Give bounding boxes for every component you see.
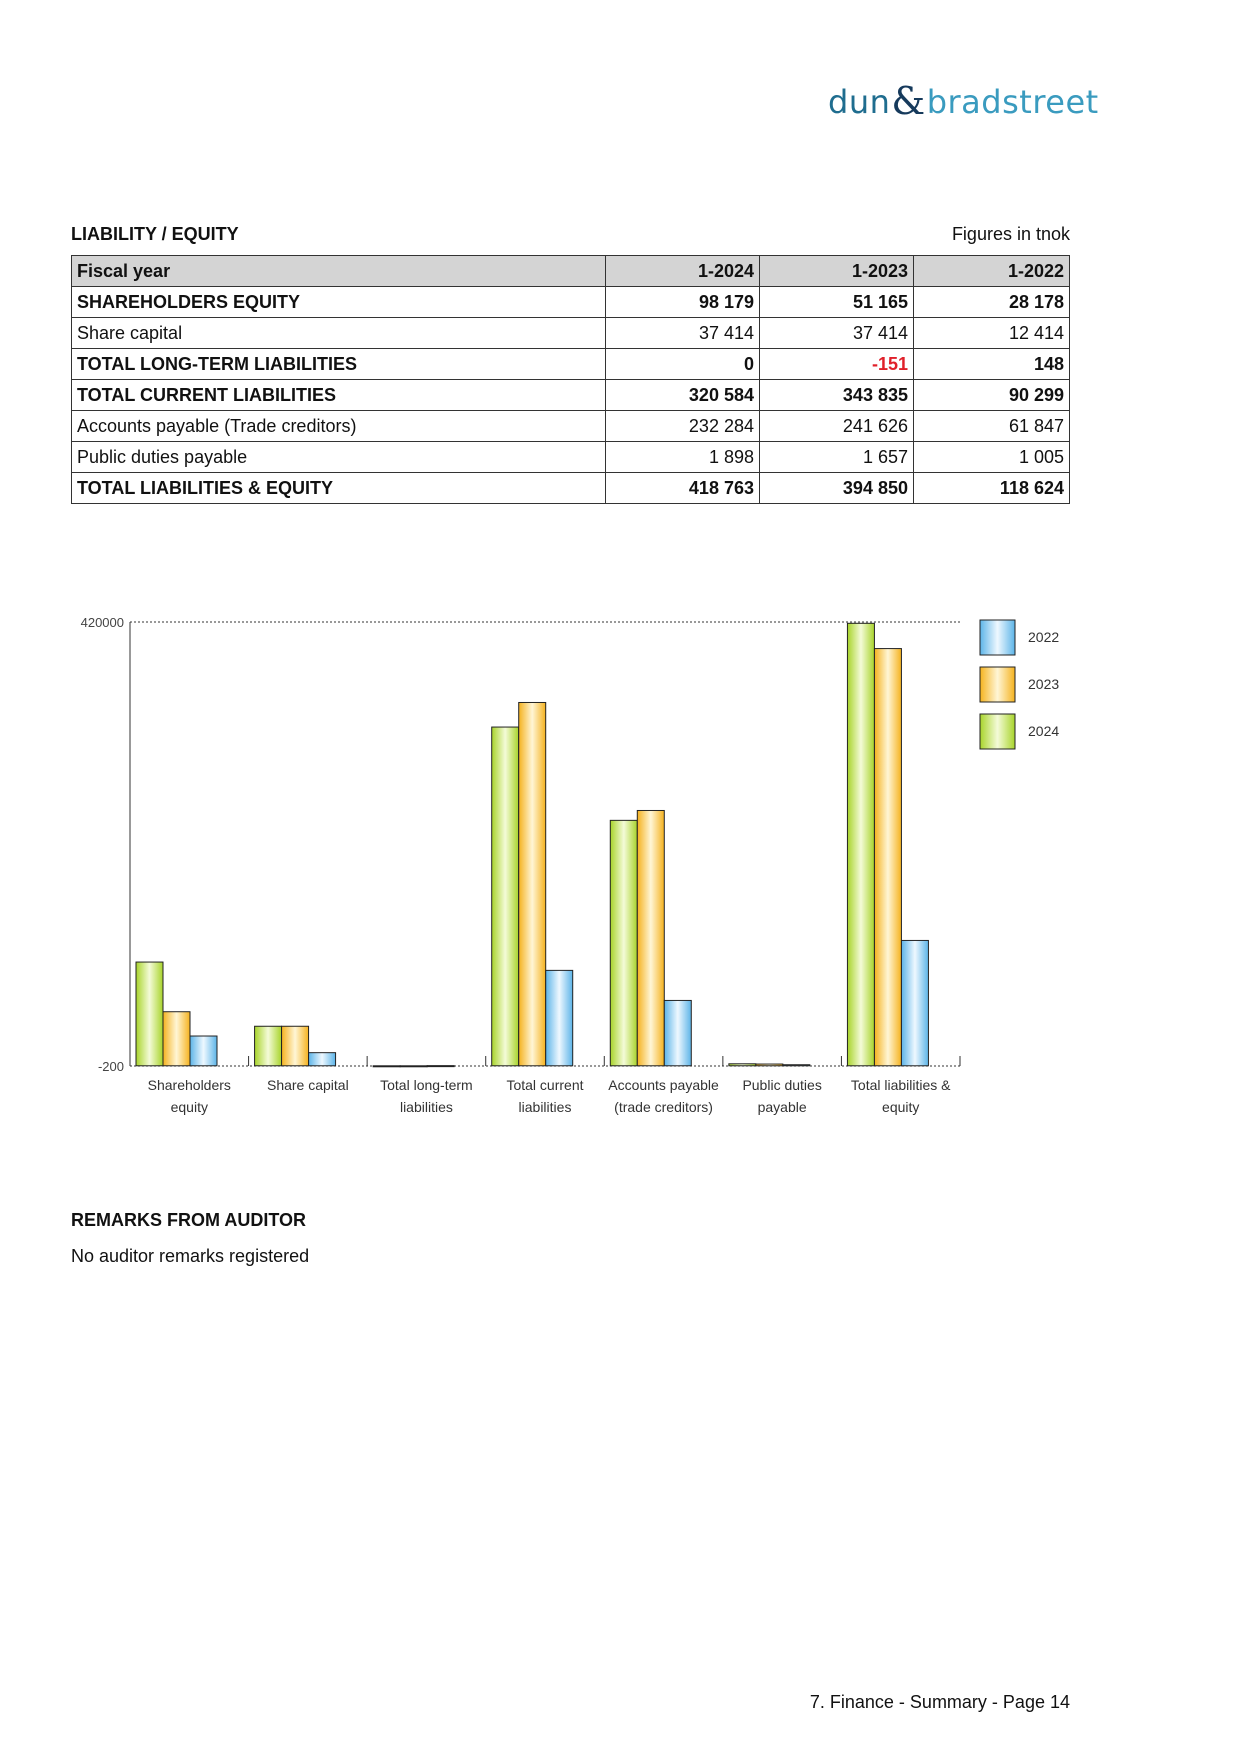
header-year-2023: 1-2023 bbox=[760, 256, 914, 287]
bar-2023 bbox=[637, 810, 664, 1065]
dun-bradstreet-logo bbox=[828, 78, 1099, 126]
bar-2023 bbox=[519, 702, 546, 1065]
header-year-2022: 1-2022 bbox=[914, 256, 1070, 287]
cell-2023: 343 835 bbox=[760, 380, 914, 411]
bar-2024 bbox=[373, 1066, 400, 1067]
bar-2023 bbox=[163, 1012, 190, 1066]
legend-swatch-2022 bbox=[980, 620, 1015, 655]
x-tick-label: (trade creditors) bbox=[614, 1099, 713, 1115]
bar-2023 bbox=[756, 1064, 783, 1066]
table-row bbox=[72, 442, 1070, 473]
cell-2022: 28 178 bbox=[914, 287, 1070, 318]
table-row bbox=[72, 318, 1070, 349]
legend-label-2024: 2024 bbox=[1028, 723, 1060, 739]
cell-2023: 1 657 bbox=[760, 442, 914, 473]
bar-2022 bbox=[664, 1000, 691, 1065]
cell-2024: 232 284 bbox=[606, 411, 760, 442]
row-label: Share capital bbox=[72, 318, 606, 349]
table-row bbox=[72, 287, 1070, 318]
row-label: SHAREHOLDERS EQUITY bbox=[72, 287, 606, 318]
cell-2022: 118 624 bbox=[914, 473, 1070, 504]
table-row bbox=[72, 380, 1070, 411]
legend-label-2023: 2023 bbox=[1028, 676, 1060, 692]
x-tick-label: Shareholders bbox=[147, 1077, 231, 1093]
row-label: TOTAL LIABILITIES & EQUITY bbox=[72, 473, 606, 504]
bar-2024 bbox=[610, 820, 637, 1065]
bar-2022 bbox=[427, 1066, 454, 1067]
table-header-row bbox=[72, 256, 1070, 287]
row-label: Public duties payable bbox=[72, 442, 606, 473]
units-note: Figures in tnok bbox=[951, 224, 1070, 244]
cell-2023: 394 850 bbox=[760, 473, 914, 504]
remarks-title: REMARKS FROM AUDITOR bbox=[71, 1210, 306, 1230]
cell-2022: 148 bbox=[914, 349, 1070, 380]
x-tick-label: liabilities bbox=[399, 1099, 453, 1115]
bar-2023 bbox=[874, 649, 901, 1066]
cell-2024: 1 898 bbox=[606, 442, 760, 473]
cell-2024: 98 179 bbox=[606, 287, 760, 318]
x-tick-label: Public duties bbox=[742, 1077, 822, 1093]
cell-2024: 0 bbox=[606, 349, 760, 380]
bar-2022 bbox=[546, 970, 573, 1065]
cell-2022: 1 005 bbox=[914, 442, 1070, 473]
x-tick-label: liabilities bbox=[518, 1099, 572, 1115]
bar-2022 bbox=[783, 1065, 810, 1066]
bar-2022 bbox=[190, 1036, 217, 1066]
row-label: TOTAL LONG-TERM LIABILITIES bbox=[72, 349, 606, 380]
liability-equity-table bbox=[71, 255, 1070, 504]
table-row bbox=[72, 411, 1070, 442]
cell-2024: 320 584 bbox=[606, 380, 760, 411]
bar-2023 bbox=[400, 1066, 427, 1067]
x-tick-label: Total current bbox=[506, 1077, 584, 1093]
header-fiscal-year: Fiscal year bbox=[72, 256, 606, 287]
x-tick-label: payable bbox=[757, 1099, 807, 1115]
bar-2024 bbox=[492, 727, 519, 1066]
logo-text-dun: dun bbox=[828, 83, 891, 121]
row-label: TOTAL CURRENT LIABILITIES bbox=[72, 380, 606, 411]
y-tick-label: -200 bbox=[97, 1059, 124, 1074]
cell-2022: 90 299 bbox=[914, 380, 1070, 411]
liability-equity-bar-chart bbox=[60, 600, 1080, 1120]
bar-2024 bbox=[729, 1064, 756, 1066]
cell-2023: 51 165 bbox=[760, 287, 914, 318]
cell-2024: 37 414 bbox=[606, 318, 760, 349]
header-year-2024: 1-2024 bbox=[606, 256, 760, 287]
bar-2022 bbox=[309, 1053, 336, 1066]
x-tick-label: Total liabilities & bbox=[850, 1077, 951, 1093]
x-tick-label: equity bbox=[882, 1099, 920, 1115]
x-tick-label: Share capital bbox=[266, 1077, 349, 1093]
logo-ampersand: & bbox=[891, 79, 926, 123]
bar-2024 bbox=[255, 1026, 282, 1066]
cell-2023-negative: -151 bbox=[760, 349, 914, 380]
legend-swatch-2024 bbox=[980, 714, 1015, 749]
cell-2023: 37 414 bbox=[760, 318, 914, 349]
row-label: Accounts payable (Trade creditors) bbox=[72, 411, 606, 442]
page-footer: 7. Finance - Summary - Page 14 bbox=[809, 1692, 1070, 1712]
remarks-text: No auditor remarks registered bbox=[71, 1246, 310, 1266]
y-tick-label: 420000 bbox=[80, 615, 124, 630]
section-title: LIABILITY / EQUITY bbox=[71, 224, 239, 244]
bar-2024 bbox=[136, 962, 163, 1066]
bar-2024 bbox=[847, 623, 874, 1065]
table-row bbox=[72, 473, 1070, 504]
cell-2024: 418 763 bbox=[606, 473, 760, 504]
bar-2023 bbox=[282, 1026, 309, 1066]
cell-2023: 241 626 bbox=[760, 411, 914, 442]
logo-text-bradstreet: bradstreet bbox=[926, 83, 1099, 121]
x-tick-label: Accounts payable bbox=[608, 1077, 719, 1093]
cell-2022: 12 414 bbox=[914, 318, 1070, 349]
legend-label-2022: 2022 bbox=[1028, 629, 1060, 645]
x-tick-label: equity bbox=[170, 1099, 208, 1115]
cell-2022: 61 847 bbox=[914, 411, 1070, 442]
bar-2022 bbox=[901, 940, 928, 1065]
table-row bbox=[72, 349, 1070, 380]
x-tick-label: Total long-term bbox=[380, 1077, 473, 1093]
legend-swatch-2023 bbox=[980, 667, 1015, 702]
